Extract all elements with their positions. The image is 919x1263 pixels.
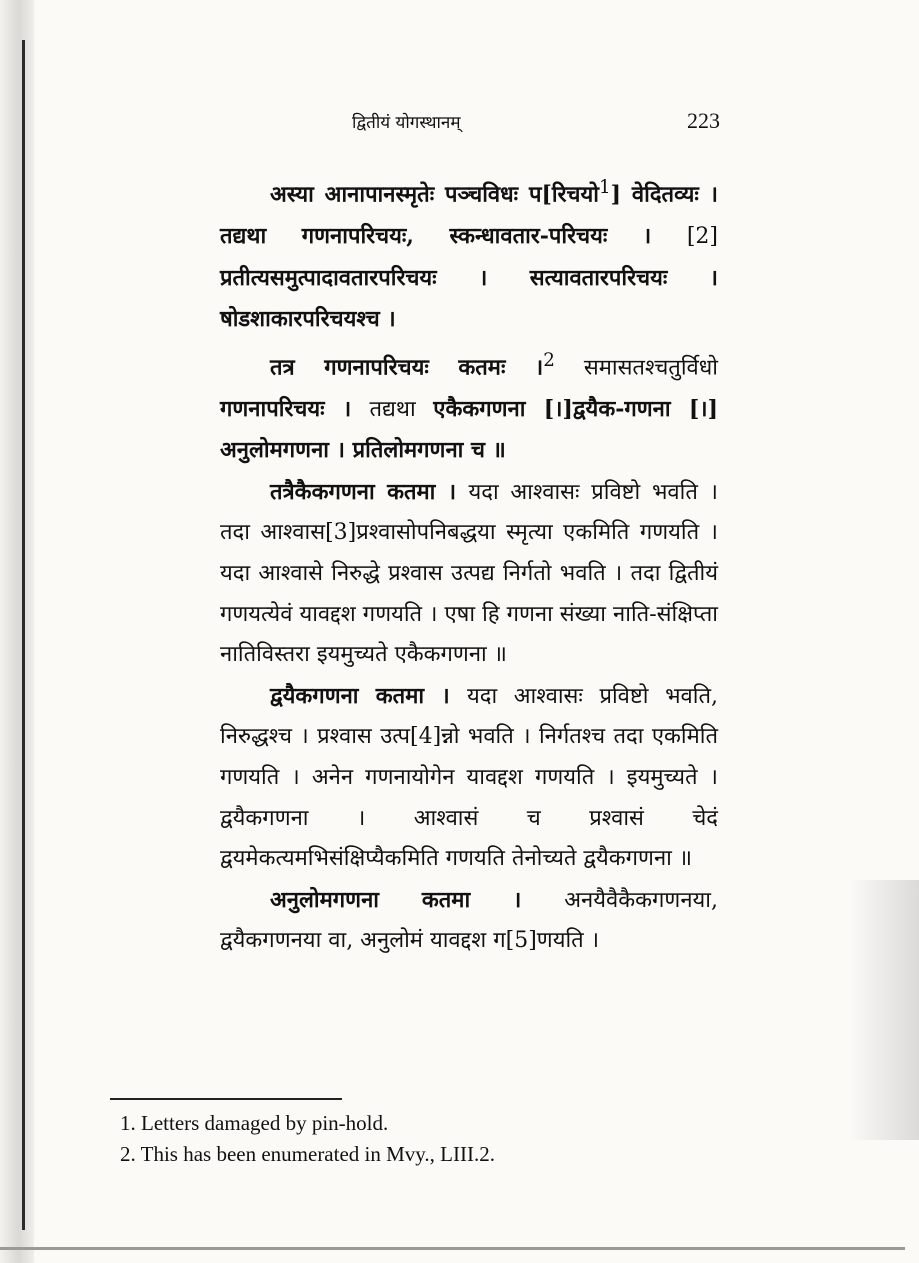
page-edge-shadow: [849, 880, 919, 1140]
para1-bold-cont: ] वेदितव्यः । तद्यथा गणनापरिचयः, स्कन्धावतार-परिचयः ।: [220, 181, 718, 249]
para2-bold-2: एकैकगणना [।]द्वयैक-गणना [।] अनुलोमगणना । प्रतिलोमगणना च ॥: [220, 395, 718, 464]
para4-bold-open: द्वयैकगणना कतमा ।: [270, 682, 467, 709]
footnote-1: 1. Letters damaged by pin-hold.: [120, 1111, 389, 1135]
footnote-rule: [110, 1098, 342, 1100]
para2-plain-2: तद्यथा: [369, 396, 434, 422]
main-text: [220, 168, 718, 962]
paragraph-4: [220, 676, 718, 880]
para2-bold-1: गणनापरिचयः ।: [220, 395, 370, 422]
paragraph-3: [220, 472, 718, 676]
footnote-2: 2. This has been enumerated in Mvy., LIII.2.: [120, 1142, 495, 1166]
running-head: द्वितीयं योगस्थानम्: [352, 113, 461, 133]
book-spine-shadow: [0, 0, 34, 1263]
para3-bold-open: तत्रैकैकगणना कतमा ।: [270, 478, 469, 505]
para1-bold-open: अस्या आनापानस्मृतेः पञ्चविधः प[रिचयो: [270, 181, 599, 208]
para4-plain: यदा आश्वासः प्रविष्टो भवति, निरुद्धश्च । प्रश्वास उत्प[4]न्नो भवति । निर्गतश्च तदा एकमिति गणयति । अनेन गणनायोगेन यावद्दश गणयति । इयमुच्यते । द्वयैकगणना । आश्वासं च प्रश्वासं चेदं द्वयमेकत्यमभिसंक्षिप्यैकमिति गणयति तेनोच्यते द्वयैकगणना ॥: [220, 683, 718, 872]
para5-bold-open: अनुलोमगणना कतमा ।: [270, 886, 565, 913]
paragraph-2: [220, 341, 718, 472]
footnote-mark-1: 1: [598, 177, 611, 198]
paragraph-1: [220, 168, 718, 341]
page-bottom-edge: [0, 1247, 905, 1250]
para2-plain-1: समासतश्चतुर्विधो: [554, 355, 718, 381]
footnotes: [120, 1108, 740, 1170]
footnote-mark-2: 2: [543, 349, 555, 371]
para5-plain: अनयैवैकैकगणनया, द्वयैकगणनया वा, अनुलोमं यावद्दश ग[5]णयति ।: [220, 887, 718, 954]
paragraph-5: [220, 880, 718, 962]
para1-bold-rest: प्रतीत्यसमुत्पादावतारपरिचयः । सत्यावतारपरिचयः । षोडशाकारपरिचयश्च ।: [220, 264, 718, 333]
gutter-line: [22, 40, 25, 1230]
para3-plain: यदा आश्वासः प्रविष्टो भवति । तदा आश्वास[3]प्रश्वासोपनिबद्धया स्मृत्या एकमिति गणयति । यदा आश्वासे निरुद्धे प्रश्वास उत्पद्य निर्गतो भवति । तदा द्वितीयं गणयत्येवं यावद्दश गणयति । एषा हि गणना संख्या नाति-संक्षिप्ता नातिविस्तरा इयमुच्यते एकैकगणना ॥: [220, 479, 718, 668]
para1-marker: [2]: [686, 223, 718, 249]
page-header: [220, 108, 720, 142]
para2-bold-open: तत्र गणनापरिचयः कतमः ।: [270, 354, 544, 381]
page-number: 223: [687, 108, 720, 133]
